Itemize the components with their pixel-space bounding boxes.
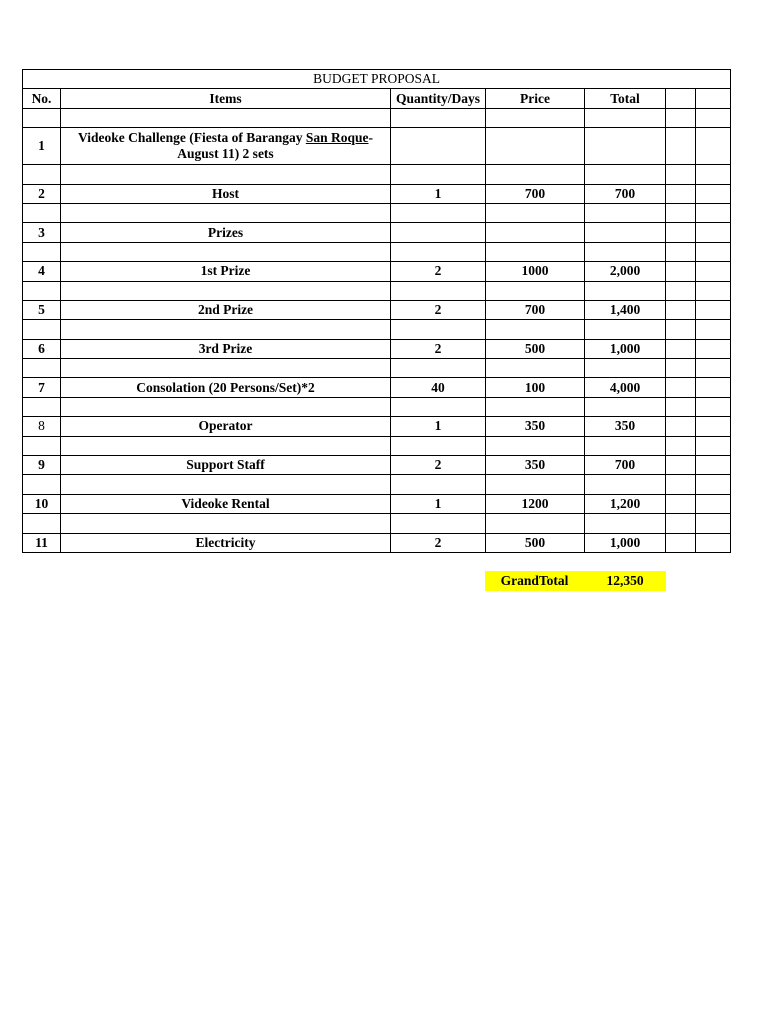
- row-qty: 2: [391, 339, 486, 358]
- row-qty: 1: [391, 184, 486, 203]
- spacer-row: [23, 397, 731, 416]
- row-item: Support Staff: [61, 456, 391, 475]
- row-qty: 2: [391, 456, 486, 475]
- row-total: 700: [585, 184, 666, 203]
- row-qty: [391, 223, 486, 242]
- row-item: Consolation (20 Persons/Set)*2: [61, 378, 391, 397]
- row-price: 350: [486, 456, 585, 475]
- row-no: 11: [23, 533, 61, 552]
- row-no: 5: [23, 300, 61, 319]
- row-price: 500: [486, 339, 585, 358]
- grand-total-label: GrandTotal: [500, 573, 569, 588]
- row-item: Host: [61, 184, 391, 203]
- row-qty: 1: [391, 494, 486, 513]
- header-row: [23, 89, 731, 108]
- row-item: Prizes: [61, 223, 391, 242]
- row-qty: 2: [391, 262, 486, 281]
- header-price: Price: [486, 89, 585, 108]
- row-price: 1000: [486, 262, 585, 281]
- grand-total-value: 12,350: [606, 573, 644, 588]
- header-no: No.: [23, 89, 61, 108]
- header-quantity: Quantity/Days: [391, 89, 486, 108]
- table-row: [23, 339, 731, 358]
- row-qty: [391, 128, 486, 165]
- row-no: 4: [23, 262, 61, 281]
- table-row: [23, 417, 731, 436]
- spacer-row: [23, 281, 731, 300]
- spacer-row: [23, 108, 731, 127]
- row-no: 3: [23, 223, 61, 242]
- spacer-row: [23, 436, 731, 455]
- row-total: 1,000: [585, 533, 666, 552]
- header-total: Total: [585, 89, 666, 108]
- spacer-row: [23, 320, 731, 339]
- row-total: 1,000: [585, 339, 666, 358]
- row-no: 9: [23, 456, 61, 475]
- table-row: [23, 456, 731, 475]
- budget-table: [22, 69, 731, 553]
- row-item: Electricity: [61, 533, 391, 552]
- grand-total-box: [485, 571, 666, 591]
- row-no: 1: [23, 128, 61, 165]
- spacer-row: [23, 475, 731, 494]
- row-price: 700: [486, 184, 585, 203]
- row-item: 1st Prize: [61, 262, 391, 281]
- spacer-row: [23, 359, 731, 378]
- row-item-prefix: Videoke Challenge (Fiesta of Barangay: [77, 130, 306, 146]
- row-price: 350: [486, 417, 585, 436]
- row-total: 1,400: [585, 300, 666, 319]
- row-no: 7: [23, 378, 61, 397]
- title-row: [23, 70, 731, 89]
- row-no: 10: [23, 494, 61, 513]
- table-row: [23, 262, 731, 281]
- budget-title: BUDGET PROPOSAL: [23, 70, 731, 89]
- row-total: 700: [585, 456, 666, 475]
- row-total: [585, 223, 666, 242]
- row-item-suffix: -August 11) 2 sets: [177, 130, 373, 162]
- spacer-row: [23, 165, 731, 184]
- header-empty-1: [666, 89, 696, 108]
- table-row: [23, 128, 731, 165]
- row-qty: 2: [391, 300, 486, 319]
- spacer-row: [23, 514, 731, 533]
- row-price: [486, 223, 585, 242]
- header-empty-2: [696, 89, 731, 108]
- row-qty: 2: [391, 533, 486, 552]
- table-row: [23, 533, 731, 552]
- row-no: 2: [23, 184, 61, 203]
- table-row: [23, 300, 731, 319]
- row-item: 2nd Prize: [61, 300, 391, 319]
- row-item: [61, 128, 391, 165]
- row-no: 8: [23, 417, 61, 436]
- table-row: [23, 223, 731, 242]
- row-price: 700: [486, 300, 585, 319]
- row-price: 100: [486, 378, 585, 397]
- row-total: [585, 128, 666, 165]
- row-item: Videoke Rental: [61, 494, 391, 513]
- row-qty: 1: [391, 417, 486, 436]
- row-item: Operator: [61, 417, 391, 436]
- row-price: [486, 128, 585, 165]
- row-total: 2,000: [585, 262, 666, 281]
- header-items: Items: [61, 89, 391, 108]
- row-total: 1,200: [585, 494, 666, 513]
- table-row: [23, 184, 731, 203]
- row-item-underlined: San Roque: [305, 130, 369, 146]
- row-total: 4,000: [585, 378, 666, 397]
- spacer-row: [23, 203, 731, 222]
- spacer-row: [23, 242, 731, 261]
- table-row: [23, 378, 731, 397]
- row-no: 6: [23, 339, 61, 358]
- table-row: [23, 494, 731, 513]
- row-qty: 40: [391, 378, 486, 397]
- row-price: 500: [486, 533, 585, 552]
- row-price: 1200: [486, 494, 585, 513]
- row-item: 3rd Prize: [61, 339, 391, 358]
- row-total: 350: [585, 417, 666, 436]
